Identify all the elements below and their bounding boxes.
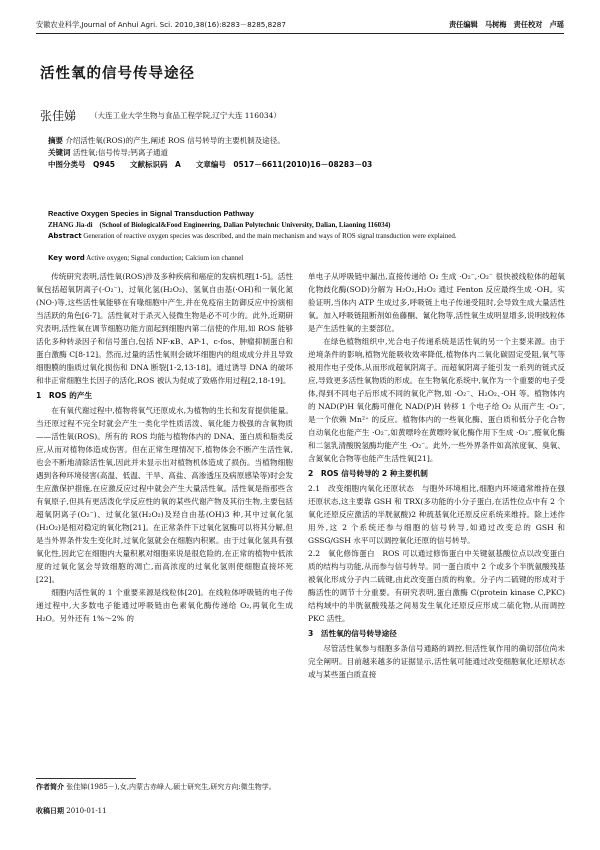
editors-credit: 责任编辑 马树梅 责任校对 卢瑶 <box>448 20 564 29</box>
received-date <box>36 806 293 817</box>
abstract-text: 介绍活性氧(ROS)的产生,阐述 ROS 信号转导的主要机制及途径。 <box>65 136 285 145</box>
section-heading: 3 活性氧的信号转导途径 <box>308 629 397 638</box>
author-bio <box>36 782 293 793</box>
author-bio-label: 作者简介 <box>36 783 64 791</box>
english-abstract <box>48 231 560 242</box>
body-paragraph: 单电子从呼吸链中漏出,直接传递给 O₂ 生成 ·O₂⁻,·O₂⁻ 很快被线粒体的超氧化物歧化酶(SOD)分解为 H₂O₂,H₂O₂ 通过 Fenton 反应最终生成 ·OH。实验证明,当体内 ATP 生成过多,呼吸链上电子传递受阻时,会导致生成大量活性氧。加入呼吸链阻断剂如鱼藤酮、氰化物等,活性氧生成明显增多,说明线粒体是产生活性氧的主要部位。 <box>308 272 565 333</box>
english-keywords-label: Key word <box>48 254 85 262</box>
author-bio-text: 张佳娣(1985－),女,内蒙古赤峰人,硕士研究生,研究方向:微生物学。 <box>66 783 276 791</box>
classification-meta: 中图分类号 Q945 文献标识码 A 文章编号 0517－6611(2010)16－08283－03 <box>48 160 373 169</box>
english-title: Reactive Oxygen Species in Signal Transduction Pathway <box>48 209 254 218</box>
paper-title: 活性氧的信号传导途径 <box>40 66 195 82</box>
section-heading: 2 ROS 信号转导的 2 种主要机制 <box>308 469 428 478</box>
author-name: 张佳娣 <box>40 109 77 123</box>
keywords-cn <box>48 147 560 159</box>
footnote-rule <box>36 778 136 779</box>
author-affiliation: （大连工业大学生物与食品工程学院,辽宁大连 116034） <box>90 111 281 120</box>
body-paragraph: 传统研究表明,活性氧(ROS)涉及多种疾病和癌症的发病机理[1-5]。活性氧包括超氧阴离子(·O₂⁻)、过氧化氢(H₂O₂)、氢氧自由基(·OH)和一氧化氮(NO·)等,这些活性氧能够在有喙细胞中产生,并在免疫宿主防御反应中扮演相当活跃的角色[6-7]。活性氧对于杀灭入侵微生物是必不可少的。此外,近期研究表明,活性氧在调节细胞功能方面起到细胞内第二信使的作用,如 ROS 能够活化多种转录因子和信号蛋白,包括 NF-κB、AP-1、c-fos、肿瘤抑制蛋白和蛋白激酶 C[8-12]。然而,过量的活性氧则会破坏细胞内的组成成分并且导致细胞膜的脂质过氧化损伤和 DNA 断裂[1-2,13-18]。通过诱导 DNA 的破坏和非正常细胞生长因子的活化,ROS 被认为促成了致癌作用过程[2,18-19]。 <box>36 272 293 385</box>
abstract-cn <box>48 135 560 147</box>
abstract-label: 摘要 <box>48 136 63 145</box>
running-header <box>36 12 564 34</box>
english-keywords-text: Active oxygen; Signal conduction; Calcium ion channel <box>86 254 244 262</box>
keywords-label: 关键词 <box>48 148 71 157</box>
received-label: 收稿日期 <box>36 807 64 815</box>
english-abstract-label: Abstract <box>48 232 82 240</box>
body-paragraph: 细胞内活性氧的 1 个重要来源是线粒体[20]。在线粒体呼吸链的电子传递过程中,大多数电子能通过呼吸链由色素氧化酶传递给 O₂,再氧化生成 H₂O。另外还有 1%～2% 的 <box>36 588 293 623</box>
body-paragraph: 在绿色植物组织中,光合电子传递系统是活性氧的另一个主要来源。由于逆境条件的影响,植物光能吸收效率降低,植物体内二氧化碳固定受阻,氧气等被用作电子受体,从而形成超氧阴离子。而超氧阴离子能引发一系列的链式反应,导致更多活性氧物质的形成。在生物氧化系统中,氧作为一个重要的电子受体,得到不同电子后形成不同的氧化产物,如 ·O₂⁻、H₂O₂、·OH 等。植物体内的 NAD(P)H 氧化酶可催化 NAD(P)H 转移 1 个电子给 O₂ 从而产生 ·O₂⁻,是一个依赖 Mn²⁺ 的反应。植物体内的一些氧化酶、蛋白质和低分子化合物自动氧化也能产生 ·O₂⁻,如黄嘌呤在黄嘌呤氧化酶作用下生成 ·O₂⁻,醛氧化酶和二氢乳清酸脱氢酶均能产生 ·O₂⁻。此外,一些外界条件如高浓度氧、臭氧、含氮氧化合物等也能产生活性氧[21]。 <box>308 337 565 463</box>
body-paragraph: 在有氧代谢过程中,植物将氧气还原成水,为植物的生长和发育提供能量。当还原过程不完全时就会产生一类化学性质活泼、氧化能力极强的含氧物质——活性氧(ROS)。所有的 ROS 均能与植物体内的 DNA、蛋白质和脂类反应,从而对植物体造成伤害。但在正常生理情况下,植物体会不断产生活性氧,也会不断地清除活性氧,因此并未显示出对植物机体造成了损伤。当植物细胞遇到各种环境侵害(高温、低温、干旱、高盐、高渗透压及病原感染等)时会发生应激保护措施,在应激反应过程中就会产生大量活性氧。活性氧是指那些含有氧原子,但具有更活泼化学反应性的氧的某些代谢产物及其衍生物,主要包括超氧阴离子(O₂⁻)、过氧化氢(H₂O₂)及羟自由基(OH)3 种,其中过氧化氢(H₂O₂)是相对稳定的氧化物[21]。在正常条件下过氧化氢酶可以将其分解,但是当外界条件发生变化时,过氧化氢就会在细胞内积累。由于过氧化氢具有强氧化性,因此它在细胞内大量积累对细胞来说是很危险的,在正常的植物中低浓度的过氧化氢会导致细胞的凋亡,而高浓度的过氧化氢则使细胞直接坏死[22]。 <box>36 406 293 584</box>
english-keywords <box>48 253 560 264</box>
journal-citation: 安徽农业科学,Journal of Anhui Agri. Sci. 2010,38(16):8283－8285,8287 <box>36 20 286 29</box>
body-paragraph: 2.2 氧化修饰蛋白 ROS 可以通过修饰蛋白中关键氨基酸位点以改变蛋白质的结构与功能,从而参与信号转导。同一蛋白质中 2 个或多个半胱氨酸残基被氧化形成分子内二硫键,由此改变蛋白质的构象。分子内二硫键的形成对于酶活性的调节十分重要。有研究表明,蛋白激酶 C(protein kinase C,PKC)结构域中的半胱氨酸残基之间易发生氧化还原反应形成二硫化物,从而调控 PKC 活性。 <box>308 549 565 623</box>
body-paragraph: 尽管活性氧参与细胞多条信号通路的调控,但活性氧作用的确切部位尚未完全阐明。目前越来越多的证据显示,活性氧可能通过改变细胞氧化还原状态或与某些蛋白质直接 <box>308 644 565 679</box>
right-column <box>308 270 565 681</box>
left-column <box>36 270 293 625</box>
english-author: ZHANG Jia-di (School of Biological&Food Engineering, Dalian Polytechnic University, Dalian, Liaoning 116034) <box>48 221 391 229</box>
body-paragraph: 2.1 改变细胞内氧化还原状态 与胞外环境相比,细胞内环境通常维持在强还原状态,这主要靠 GSH 和 TRX(多功能的小分子蛋白,在活性位点中有 2 个氧化还原反应激活的半胱氨酸)2 种巯基氧化还原反应系统来维持。除上述作用外,这 2 个系统还参与细胞的信号转导,如通过改变总的 GSH 和 GSSG/GSH 水平可以调控氧化还原的信号转导。 <box>308 484 565 545</box>
section-heading: 1 ROS 的产生 <box>36 391 93 400</box>
keywords-text: 活性氧;信号传导;钙离子通道 <box>72 148 168 157</box>
english-abstract-text: Generation of reactive oxygen species was described, and the main mechanism and ways of ROS signal transduction were explained. <box>83 232 457 240</box>
received-value: 2010-01-11 <box>66 807 107 815</box>
